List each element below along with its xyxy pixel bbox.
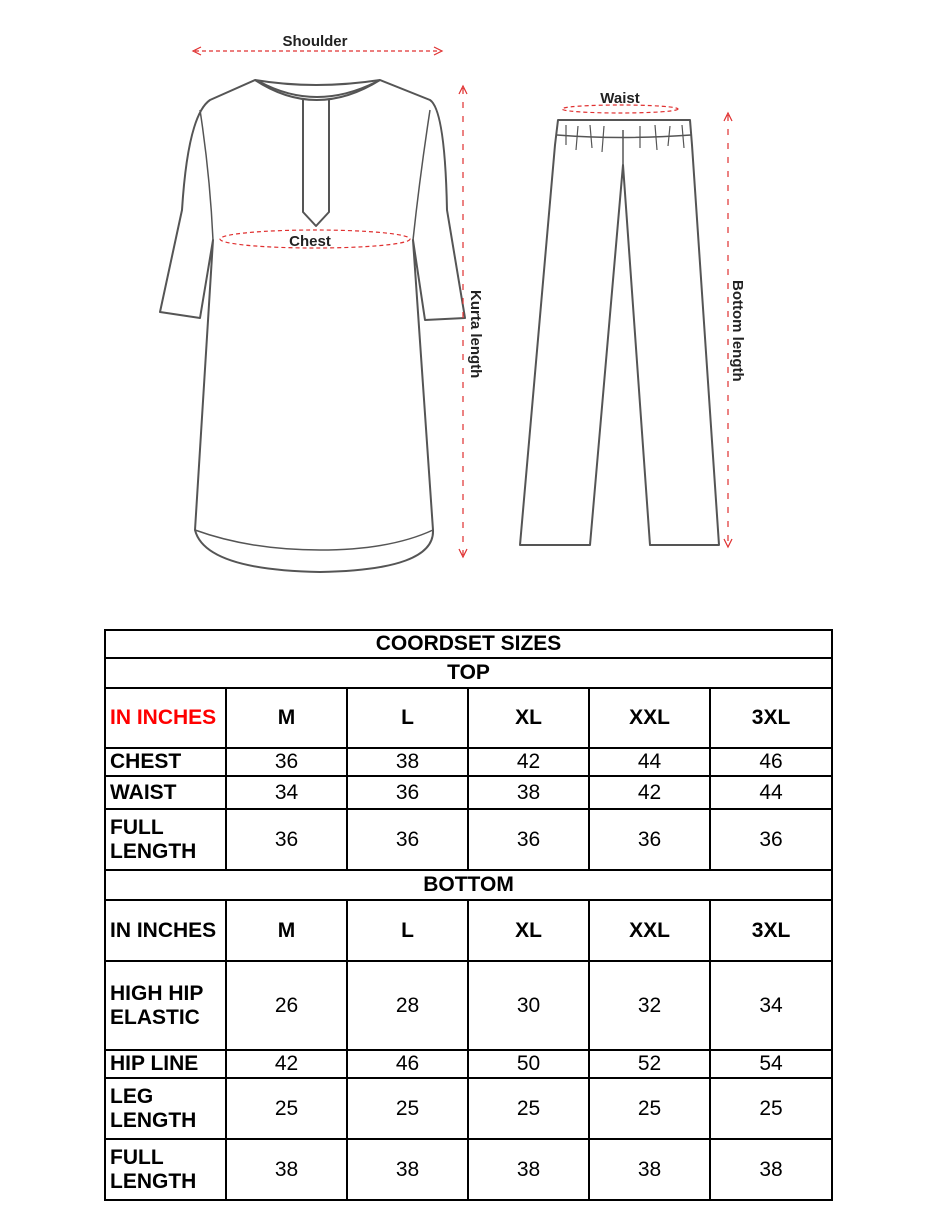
- kurta-drawing: [160, 80, 465, 572]
- size-header: L: [347, 688, 468, 748]
- size-header: XL: [468, 688, 589, 748]
- top-unit-label: IN INCHES: [105, 688, 226, 748]
- table-row: [105, 809, 832, 870]
- cell-value: 52: [589, 1050, 710, 1078]
- table-row: [105, 1078, 832, 1139]
- row-label: HIGH HIP ELASTIC: [105, 961, 226, 1050]
- cell-value: 38: [226, 1139, 347, 1200]
- cell-value: 28: [347, 961, 468, 1050]
- cell-value: 25: [589, 1078, 710, 1139]
- kurta-length-label: Kurta length: [467, 290, 484, 379]
- row-label: CHEST: [105, 748, 226, 776]
- chest-label: Chest: [289, 233, 331, 250]
- table-row: [105, 748, 832, 776]
- table-title: COORDSET SIZES: [105, 630, 832, 658]
- cell-value: 44: [589, 748, 710, 776]
- cell-value: 36: [468, 809, 589, 870]
- size-header: M: [226, 688, 347, 748]
- cell-value: 32: [589, 961, 710, 1050]
- cell-value: 36: [710, 809, 832, 870]
- cell-value: 46: [347, 1050, 468, 1078]
- bottom-unit-label: IN INCHES: [105, 900, 226, 961]
- bottom-length-label: Bottom length: [729, 280, 746, 382]
- top-section-heading: TOP: [105, 658, 832, 688]
- cell-value: 54: [710, 1050, 832, 1078]
- row-label: FULL LENGTH: [105, 809, 226, 870]
- size-header: 3XL: [710, 900, 832, 961]
- cell-value: 34: [710, 961, 832, 1050]
- size-header: XL: [468, 900, 589, 961]
- size-header: XXL: [589, 688, 710, 748]
- shoulder-label: Shoulder: [282, 33, 348, 50]
- cell-value: 36: [347, 776, 468, 809]
- size-chart-table: [104, 629, 833, 1201]
- cell-value: 25: [710, 1078, 832, 1139]
- cell-value: 42: [589, 776, 710, 809]
- cell-value: 38: [347, 1139, 468, 1200]
- pants-drawing: [520, 120, 719, 545]
- cell-value: 42: [468, 748, 589, 776]
- waist-measure: [562, 90, 678, 113]
- shoulder-measure: [193, 33, 442, 55]
- size-header: 3XL: [710, 688, 832, 748]
- cell-value: 36: [347, 809, 468, 870]
- row-label: LEG LENGTH: [105, 1078, 226, 1139]
- size-header: M: [226, 900, 347, 961]
- size-header: XXL: [589, 900, 710, 961]
- size-header: L: [347, 900, 468, 961]
- table-row: [105, 961, 832, 1050]
- cell-value: 36: [589, 809, 710, 870]
- cell-value: 44: [710, 776, 832, 809]
- kurta-length-measure: [459, 86, 484, 557]
- cell-value: 38: [468, 1139, 589, 1200]
- cell-value: 34: [226, 776, 347, 809]
- cell-value: 38: [347, 748, 468, 776]
- bottom-length-measure: [724, 113, 746, 547]
- cell-value: 30: [468, 961, 589, 1050]
- table-row: [105, 1050, 832, 1078]
- cell-value: 25: [468, 1078, 589, 1139]
- cell-value: 25: [226, 1078, 347, 1139]
- cell-value: 50: [468, 1050, 589, 1078]
- cell-value: 38: [589, 1139, 710, 1200]
- cell-value: 36: [226, 809, 347, 870]
- cell-value: 42: [226, 1050, 347, 1078]
- row-label: HIP LINE: [105, 1050, 226, 1078]
- table-row: [105, 776, 832, 809]
- row-label: FULL LENGTH: [105, 1139, 226, 1200]
- cell-value: 26: [226, 961, 347, 1050]
- cell-value: 38: [710, 1139, 832, 1200]
- chest-measure: [220, 230, 410, 250]
- bottom-size-header-row: [105, 900, 832, 961]
- row-label: WAIST: [105, 776, 226, 809]
- cell-value: 46: [710, 748, 832, 776]
- cell-value: 36: [226, 748, 347, 776]
- waist-label: Waist: [600, 90, 640, 107]
- cell-value: 25: [347, 1078, 468, 1139]
- top-size-header-row: [105, 688, 832, 748]
- garment-diagram: [0, 0, 936, 600]
- bottom-section-heading: BOTTOM: [105, 870, 832, 900]
- cell-value: 38: [468, 776, 589, 809]
- table-row: [105, 1139, 832, 1200]
